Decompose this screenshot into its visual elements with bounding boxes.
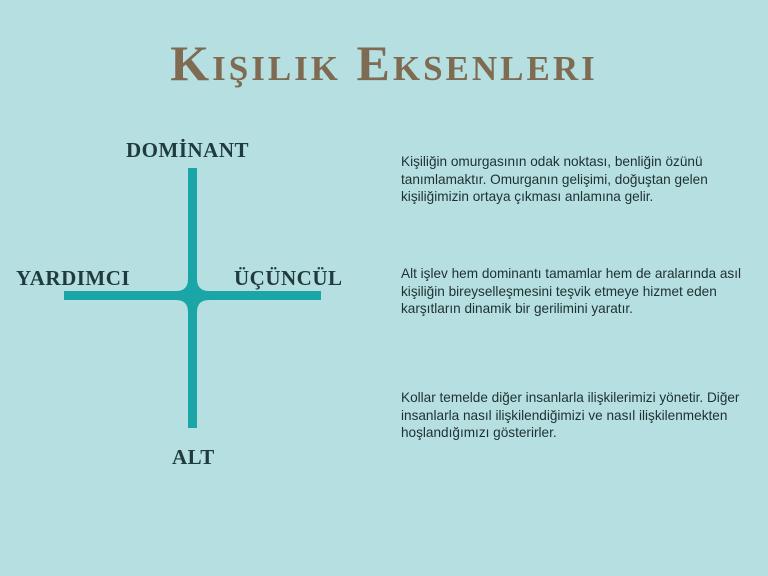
description-paragraph-inferior: Alt işlev hem dominantı tamamlar hem de aralarında asıl kişiliğin bireyselleşmesini teşvik etmeye hizmet eden karşıtların dinamik bir gerilimini yaratır. [401, 266, 741, 316]
description-paragraph-spine: Kişiliğin omurgasının odak noktası, benliğin özünü tanımlamaktır. Omurganın gelişimi, doğuştan gelen kişiliğimizin ortaya çıkması anlamına gelir. [401, 154, 708, 204]
axis-label-inferior: ALT [172, 445, 215, 469]
slide-title: Kişilik Eksenleri [170, 35, 598, 91]
axis-label-tertiary: ÜÇÜNCÜL [234, 266, 343, 290]
description-paragraph-arms: Kollar temelde diğer insanlarla ilişkilerimizi yönetir. Diğer insanlarla nasıl ilişkilendiğimizi ve nasıl ilişkilenmekten hoşlandığımızı gösterirler. [401, 390, 740, 440]
axis-junction [176, 279, 209, 312]
axis-label-auxiliary: YARDIMCI [16, 266, 131, 290]
axis-label-dominant: DOMİNANT [126, 138, 249, 162]
axis-cross [64, 168, 321, 428]
